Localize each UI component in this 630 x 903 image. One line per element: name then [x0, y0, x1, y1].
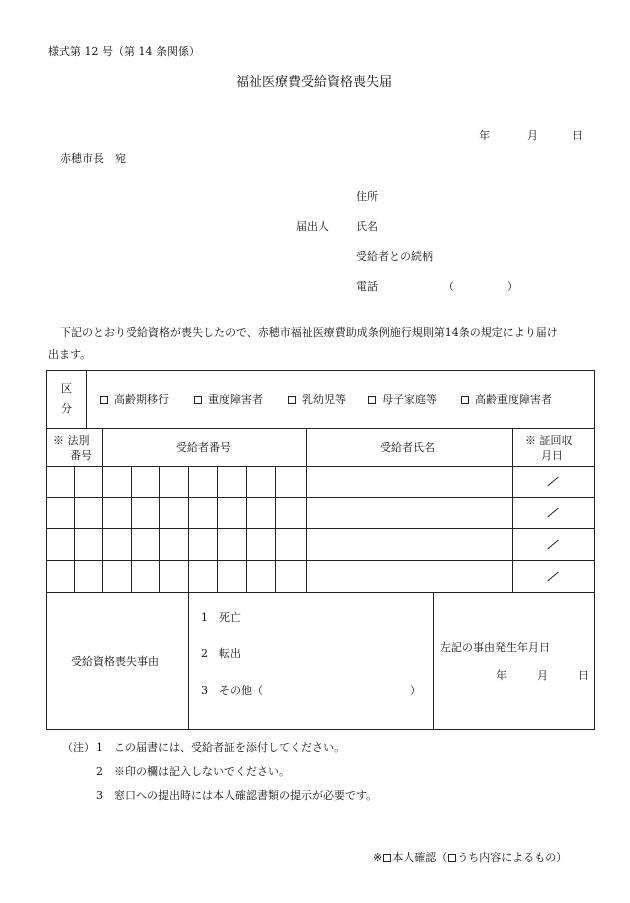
event-year-label: 年 [496, 669, 507, 682]
note-item: 1 この届書には、受給者証を添付してください。 [96, 741, 345, 754]
header-recipient-number: 受給者番号 [176, 441, 231, 454]
statement-line-1: 下記のとおり受給資格が喪失したので、赤穂市福祉医療費助成条例施行規則第14条の規定により届け [60, 326, 558, 339]
reason-label: 受給資格喪失事由 [71, 655, 159, 668]
category-option-elderly-severe-disability[interactable]: 高齢重度障害者 [461, 394, 552, 405]
relation-label: 受給者との続柄 [356, 250, 433, 263]
recipient-number-cell[interactable] [103, 529, 305, 559]
reason-option-death[interactable]: 1 死亡 [201, 611, 241, 624]
category-option-infant[interactable]: 乳幼児等 [288, 394, 346, 405]
category-option-single-mother[interactable]: 母子家庭等 [368, 394, 437, 405]
recipient-name-cell[interactable] [307, 561, 511, 591]
date-slash-mark [547, 508, 558, 518]
recipient-number-cell[interactable] [103, 498, 305, 527]
reason-option-moveout[interactable]: 2 転出 [201, 647, 241, 660]
statement-line-2: 出ます。 [48, 348, 92, 361]
date-day-label: 日 [572, 129, 583, 142]
notes-prefix: （注） [62, 741, 95, 754]
date-year-label: 年 [479, 129, 490, 142]
self-check-checkbox-icon[interactable] [383, 854, 391, 862]
form-number: 様式第 12 号（第 14 条関係） [48, 45, 200, 58]
phone-label: 電話 [356, 280, 378, 293]
checkbox-icon[interactable] [368, 396, 376, 404]
event-day-label: 日 [578, 669, 589, 682]
date-slash-mark [547, 572, 558, 582]
recipient-name-cell[interactable] [307, 498, 511, 527]
recipient-name-cell[interactable] [307, 529, 511, 559]
date-slash-mark [547, 540, 558, 550]
category-option-severe-disability[interactable]: 重度障害者 [194, 394, 263, 405]
header-cert-2: 月日 [541, 449, 563, 462]
address-label: 住所 [356, 190, 378, 203]
category-label-2: 分 [61, 402, 72, 415]
phone-paren-open: （ [443, 280, 454, 293]
name-label: 氏名 [356, 220, 378, 233]
recipient-name-cell[interactable] [307, 467, 511, 496]
applicant-label: 届出人 [296, 220, 329, 233]
recipient-number-cell[interactable] [103, 561, 305, 591]
category-option-elderly-transition[interactable]: 高齢期移行 [100, 394, 169, 405]
recipient-number-cell[interactable] [103, 467, 305, 496]
addressee: 赤穂市長 宛 [60, 152, 126, 165]
header-recipient-name: 受給者氏名 [380, 441, 435, 454]
header-houbetsu-1: ※ 法別 [53, 434, 90, 447]
footer-identity-check: ※ 本人確認（ うち内容によるもの） [373, 851, 568, 864]
date-slash-mark [547, 477, 558, 487]
checkbox-icon[interactable] [194, 396, 202, 404]
note-item: 3 窓口への提出時には本人確認書類の提示が必要です。 [96, 789, 378, 802]
page-title: 福祉医療費受給資格喪失届 [236, 75, 393, 90]
checkbox-icon[interactable] [100, 396, 108, 404]
checkbox-icon[interactable] [461, 396, 469, 404]
date-month-label: 月 [527, 129, 538, 142]
note-item: 2 ※印の欄は記入しないでください。 [96, 765, 290, 778]
category-label-1: 区 [61, 382, 72, 395]
checkbox-icon[interactable] [288, 396, 296, 404]
event-date-label: 左記の事由発生年月日 [440, 641, 550, 654]
header-houbetsu-2: 番号 [70, 449, 92, 462]
event-month-label: 月 [537, 669, 548, 682]
reason-other-paren-close: ） [410, 684, 421, 697]
reason-option-other[interactable]: 3 その他（ [201, 684, 263, 697]
phone-paren-close: ） [507, 280, 518, 293]
internal-check-checkbox-icon[interactable] [448, 854, 456, 862]
header-cert-1: ※ 証回収 [525, 434, 573, 447]
